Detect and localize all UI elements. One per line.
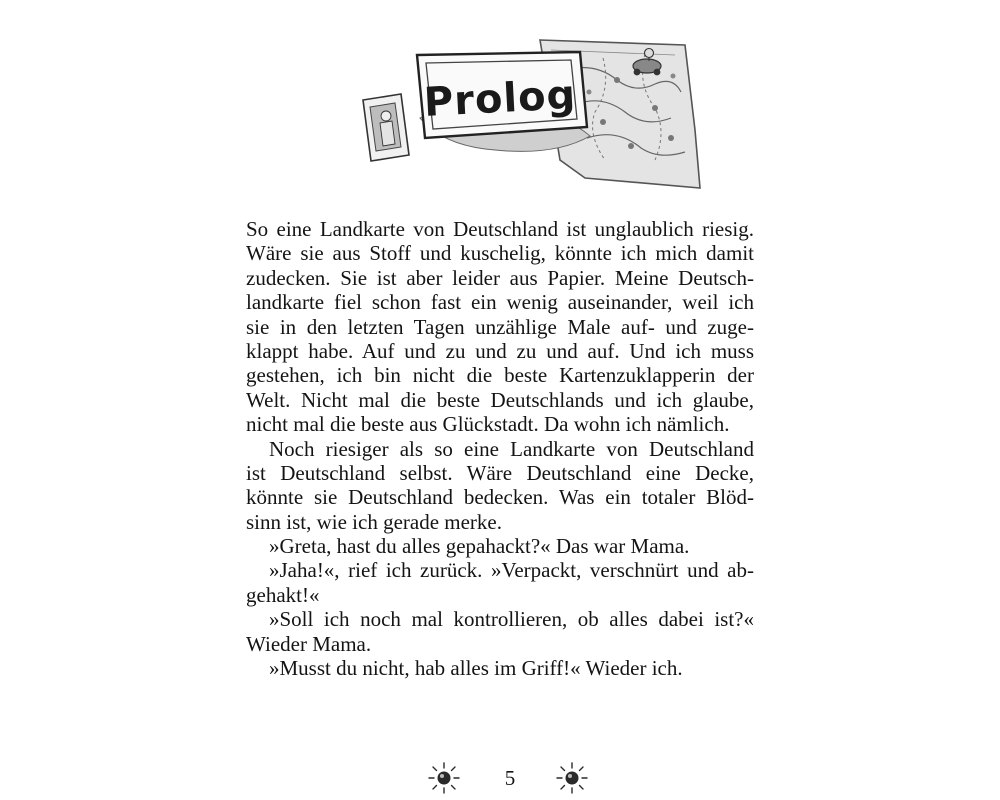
text-line: Welt. Nicht mal die beste Deutschlands und ich glaube, [246, 387, 754, 412]
text-line: Wieder Mama. [246, 631, 372, 656]
text-line: klappt habe. Auf und zu und zu und auf. Und ich muss [246, 338, 754, 363]
chapter-title: Prolog [422, 72, 578, 126]
page-footer [420, 760, 596, 796]
text-line: gehakt!« [246, 582, 320, 607]
text-line: sie in den letzten Tagen unzählige Male auf- und zuge- [246, 314, 754, 339]
text-line: landkarte fiel schon fast ein wenig auseinander, weil ich [246, 290, 754, 315]
text-line: ist Deutschland selbst. Wäre Deutschland eine Decke, [246, 460, 754, 485]
text-line: Wäre sie aus Stoff und kuschelig, könnte ich mich damit [246, 241, 754, 266]
text-line: Noch riesiger als so eine Landkarte von Deutschland [269, 436, 754, 461]
text-line: »Musst du nicht, hab alles im Griff!« Wieder ich. [269, 656, 683, 681]
body-text [246, 217, 754, 680]
text-line: »Soll ich noch mal kontrollieren, ob alles dabei ist?« [269, 607, 754, 632]
sun-icon [426, 760, 462, 796]
text-line: gestehen, ich bin nicht die beste Kartenzuklapperin der [246, 363, 754, 388]
text-line: »Greta, hast du alles gepahackt?« Das war Mama. [269, 534, 690, 559]
text-line: sinn ist, wie ich gerade merke. [246, 509, 502, 534]
sun-icon [554, 760, 590, 796]
text-line: »Jaha!«, rief ich zurück. »Verpackt, verschnürt und ab- [269, 558, 754, 583]
photo-frame-drawing [363, 94, 409, 161]
text-line: zudecken. Sie ist aber leider aus Papier. Meine Deutsch- [246, 265, 754, 290]
text-line: So eine Landkarte von Deutschland ist unglaublich riesig. [246, 217, 754, 241]
text-line: nicht mal die beste aus Glückstadt. Da wohn ich nämlich. [246, 412, 730, 437]
page-number: 5 [504, 766, 516, 790]
text-line: könnte sie Deutschland bedecken. Was ein totaler Blöd- [246, 485, 754, 510]
